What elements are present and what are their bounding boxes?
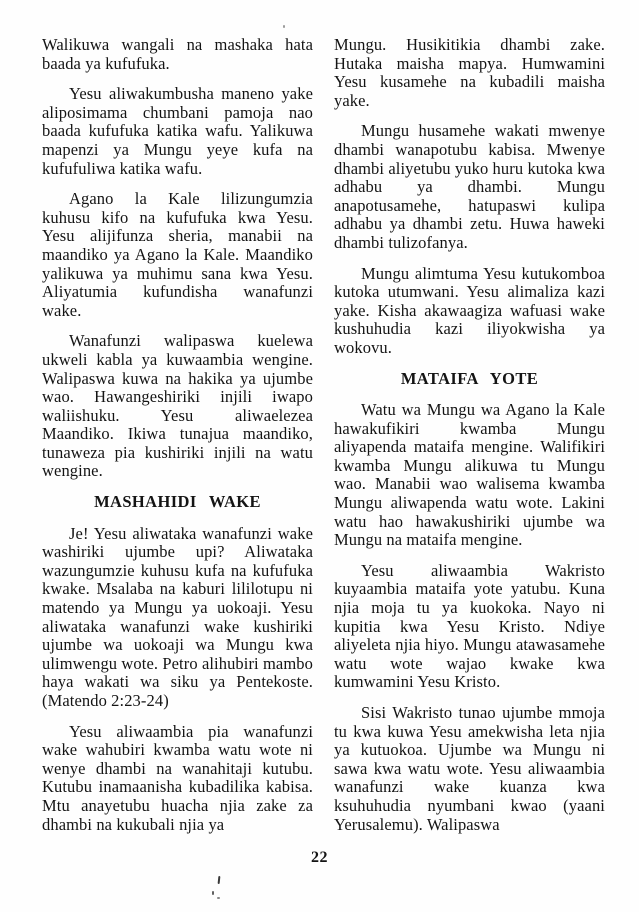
section-heading: MATAIFA YOTE — [400, 368, 539, 388]
paragraph: Mungu husamehe wakati mwenye dhambi wanapotubu kabisa. Mwenye dhambi aliyetubu yuko huru kutoka kwa adhabu ya dhambi. Mungu anapotusamehe, hatupaswi kulipa adhabu ya dhambi zetu. Huwa haweki dhambi tulizofanya. — [334, 121, 605, 252]
ink-speck — [283, 25, 285, 28]
left-column — [42, 36, 313, 846]
paragraph: Sisi Wakristo tunao ujumbe mmoja tu kwa kuwa Yesu amekwisha leta njia ya kutuokoa. Ujumbe wa Mungu ni sawa kwa watu wote. Yesu aliwaambia wanafunzi wake kuanza kwa ksuhuhudia nyumbani kwao (yaani Yerusalemu). Walipaswa — [334, 703, 605, 834]
paragraph: Yesu aliwaambia Wakristo kuyaambia mataifa yote yatubu. Kuna njia moja tu ya kuokoka. Nayo ni kupitia kwa Yesu Kristo. Ndiye aliyeleta njia hiyo. Mungu atawasamehe watu wote wajao kwake kwa kumwamini Yesu Kristo. — [334, 560, 605, 692]
paragraph: Mungu alimtuma Yesu kutukomboa kutoka utumwani. Yesu alimaliza kazi yake. Kisha akawaagiza wafuasi wake kushuhudia kazi iliyokwisha ya wokovu. — [334, 263, 605, 357]
paragraph: Wanafunzi walipaswa kuelewa ukweli kabla ya kuwaambia wengine. Walipaswa kuwa na hakika ya ujumbe wao. Hawangeshiriki injili iwapo waliishuku. Yesu aliwaelezea Maandiko. Ikiwa tunajua maandiko, tunaweza pia kushiriki injili na watu wengine. — [42, 331, 313, 481]
paragraph: Yesu aliwaambia pia wanafunzi wake wahubiri kwamba watu wote ni wenye dhambi na wanahitaji kutubu. Kutubu inamaanisha kubadilika kabisa. Mtu anayetubu huacha njia zake za dhambi na kukubali njia ya — [42, 721, 313, 834]
right-column — [334, 36, 605, 846]
paragraph: Agano la Kale lilizungumzia kuhusu kifo na kufufuka kwa Yesu. Yesu alijifunza sheria, manabii na maandiko ya Agano la Kale. Maandiko yalikuwa ya muhimu sana kwa Yesu. Aliyatumia kufundisha wanafunzi wake. — [42, 189, 313, 320]
ink-speck — [217, 897, 220, 899]
ink-speck — [218, 876, 221, 884]
paragraph: Watu wa Mungu wa Agano la Kale hawakufikiri kwamba Mungu aliyapenda mataifa mengine. Walifikiri kwamba Mungu alikuwa tu Mungu wao. Manabii wao walisema kwamba Mungu aliwapenda watu wote. Lakini watu hao hawakushiriki ujumbe wa Mungu na mataifa mengine. — [334, 400, 605, 550]
section-heading: MASHAHIDI WAKE — [94, 492, 261, 512]
paragraph: Je! Yesu aliwataka wanafunzi wake washiriki ujumbe upi? Aliwataka wazungumzie kuhusu kufa na kufufuka kwake. Msalaba na kaburi lililotupu ni matendo ya Mungu ya uokoaji. Yesu aliwataka wanafunzi wake kushiriki ujumbe wa uokoaji wa Mungu kwa ulimwengu wote. Petro alihubiri mambo haya wakati wa siku ya Pentekoste. (Matendo 2:23-24) — [42, 523, 313, 710]
paragraph: Yesu aliwakumbusha maneno yake aliposimama chumbani pamoja nao baada kufufuka katika wafu. Yalikuwa mapenzi ya Mungu yeye kufa na kufufuliwa katika wafu. — [42, 84, 313, 178]
paragraph: Walikuwa wangali na mashaka hata baada ya kufufuka. — [42, 35, 313, 73]
ink-speck — [212, 891, 214, 895]
page-number: 22 — [311, 849, 328, 866]
paragraph: Mungu. Husikitikia dhambi zake. Hutaka maisha mapya. Humwamini Yesu kusamehe na kubadili maisha yake. — [334, 35, 605, 110]
